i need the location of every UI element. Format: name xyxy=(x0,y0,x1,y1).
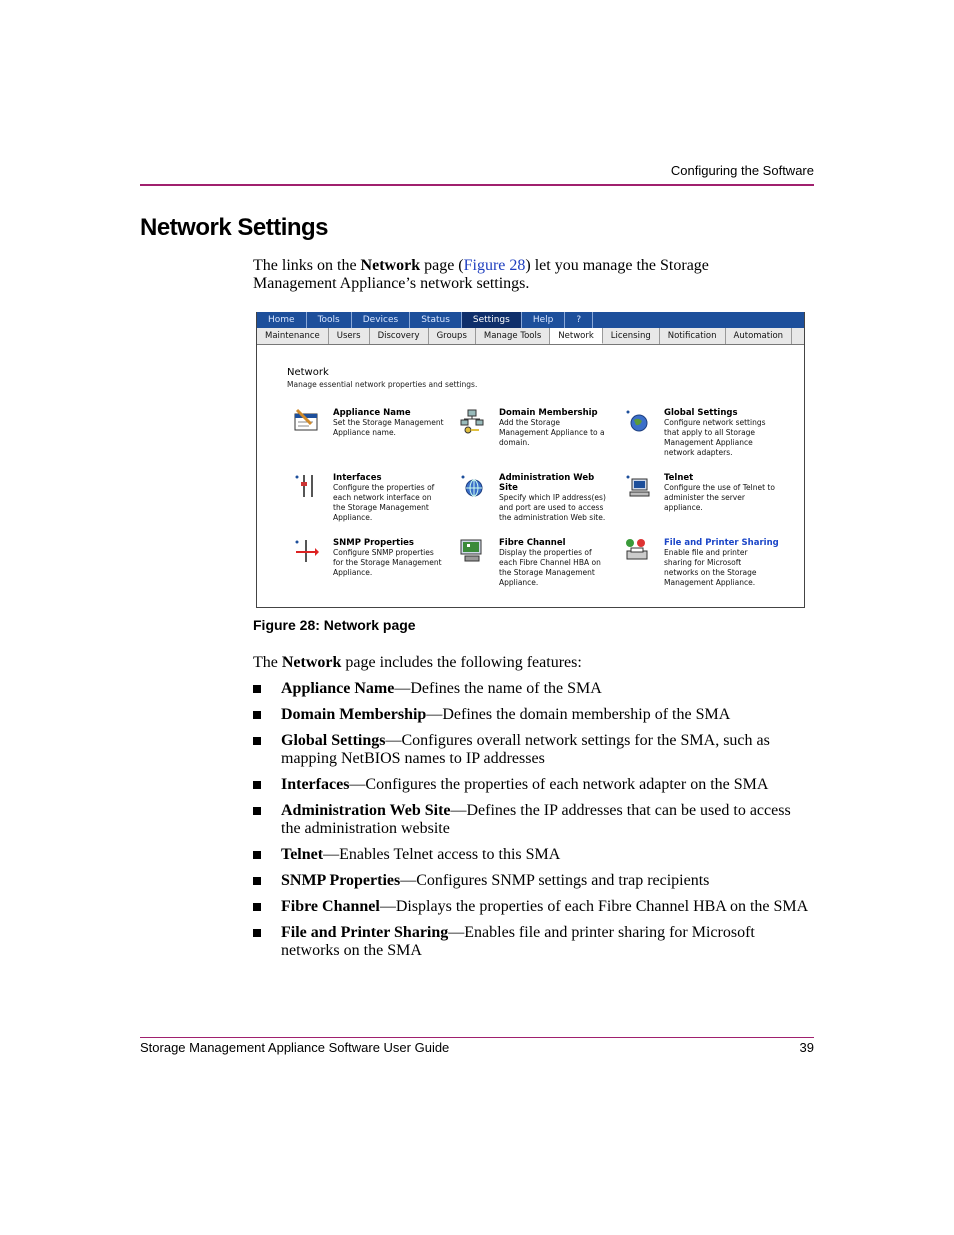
network-page-screenshot xyxy=(256,312,805,608)
terminal-icon xyxy=(624,473,650,499)
item-desc: Set the Storage Management Appliance name. xyxy=(333,418,444,437)
list-item: SNMP Properties—Configures SNMP settings and trap recipients xyxy=(253,872,813,890)
item-desc: Specify which IP address(es) and port are used to access the administration Web site. xyxy=(499,493,606,522)
tab-tools[interactable]: Tools xyxy=(307,312,352,328)
tab-devices[interactable]: Devices xyxy=(352,312,410,328)
printer-share-icon xyxy=(624,538,650,564)
top-nav xyxy=(257,312,804,328)
item-desc: Add the Storage Management Appliance to a domain. xyxy=(499,418,605,447)
item-desc: Enable file and printer sharing for Microsoft networks on the Storage Management Appliance. xyxy=(664,548,757,587)
tab-question[interactable]: ? xyxy=(565,312,593,328)
subtab-manage-tools[interactable]: Manage Tools xyxy=(476,328,550,344)
item-desc: Configure the use of Telnet to administer the server appliance. xyxy=(664,483,775,512)
item-name[interactable]: Administration Web Site xyxy=(499,473,595,493)
intro-paragraph: The links on the Network page (Figure 28) let you manage the Storage Management Appliance’s network settings. xyxy=(253,257,709,292)
item-name[interactable]: Domain Membership xyxy=(499,408,598,418)
subtab-groups[interactable]: Groups xyxy=(429,328,476,344)
tab-status[interactable]: Status xyxy=(410,312,462,328)
snmp-arrow-icon xyxy=(293,538,319,564)
item-name[interactable]: Telnet xyxy=(664,473,694,483)
header-rule xyxy=(140,184,814,186)
fibre-channel-icon xyxy=(459,538,485,564)
interfaces-icon xyxy=(293,473,319,499)
list-item: Administration Web Site—Defines the IP addresses that can be used to access the administration website xyxy=(253,802,813,838)
network-description: Manage essential network properties and settings. xyxy=(287,380,478,389)
pencil-form-icon xyxy=(293,408,319,434)
features-list xyxy=(253,680,813,968)
list-item: Interfaces—Configures the properties of each network adapter on the SMA xyxy=(253,776,813,794)
item-name[interactable]: Appliance Name xyxy=(333,408,411,418)
list-item: Fibre Channel—Displays the properties of each Fibre Channel HBA on the SMA xyxy=(253,898,813,916)
item-name[interactable]: Fibre Channel xyxy=(499,538,566,548)
item-name[interactable]: Interfaces xyxy=(333,473,382,483)
list-item: Global Settings—Configures overall network settings for the SMA, such as mapping NetBIOS names to IP addresses xyxy=(253,732,813,768)
tab-home[interactable]: Home xyxy=(257,312,307,328)
tab-help[interactable]: Help xyxy=(522,312,566,328)
item-desc: Configure network settings that apply to all Storage Management Appliance network adapters. xyxy=(664,418,766,457)
subtab-discovery[interactable]: Discovery xyxy=(370,328,429,344)
running-head: Configuring the Software xyxy=(670,163,814,178)
tab-settings[interactable]: Settings xyxy=(462,312,522,328)
list-item: Domain Membership—Defines the domain membership of the SMA xyxy=(253,706,813,724)
list-item: Telnet—Enables Telnet access to this SMA xyxy=(253,846,813,864)
footer-rule xyxy=(140,1037,814,1038)
subtab-network[interactable]: Network xyxy=(550,328,603,344)
page-title: Network Settings xyxy=(140,214,329,241)
item-name[interactable]: File and Printer Sharing xyxy=(664,538,779,548)
globe-icon xyxy=(624,408,650,434)
item-name[interactable]: SNMP Properties xyxy=(333,538,414,548)
item-desc: Configure SNMP properties for the Storage Management Appliance. xyxy=(333,548,442,577)
network-heading: Network xyxy=(287,367,329,378)
figure-caption: Figure 28: Network page xyxy=(253,617,416,633)
footer-title: Storage Management Appliance Software User Guide xyxy=(140,1040,450,1055)
list-item: Appliance Name—Defines the name of the SMA xyxy=(253,680,813,698)
page-number: 39 xyxy=(799,1040,814,1055)
subtab-automation[interactable]: Automation xyxy=(726,328,793,344)
subtab-users[interactable]: Users xyxy=(329,328,370,344)
network-domain-icon xyxy=(459,408,485,434)
sub-nav xyxy=(257,328,804,345)
subtab-maintenance[interactable]: Maintenance xyxy=(257,328,329,344)
item-name[interactable]: Global Settings xyxy=(664,408,738,418)
subtab-notification[interactable]: Notification xyxy=(660,328,726,344)
features-lead: The Network page includes the following features: xyxy=(253,654,582,671)
list-item: File and Printer Sharing—Enables file and printer sharing for Microsoft networks on the SMA xyxy=(253,924,813,960)
web-globe-icon xyxy=(459,473,485,499)
item-desc: Display the properties of each Fibre Channel HBA on the Storage Management Appliance. xyxy=(499,548,601,587)
item-desc: Configure the properties of each network interface on the Storage Management Appliance. xyxy=(333,483,435,522)
figure-xref-link[interactable]: Figure 28 xyxy=(463,257,526,274)
subtab-licensing[interactable]: Licensing xyxy=(603,328,660,344)
